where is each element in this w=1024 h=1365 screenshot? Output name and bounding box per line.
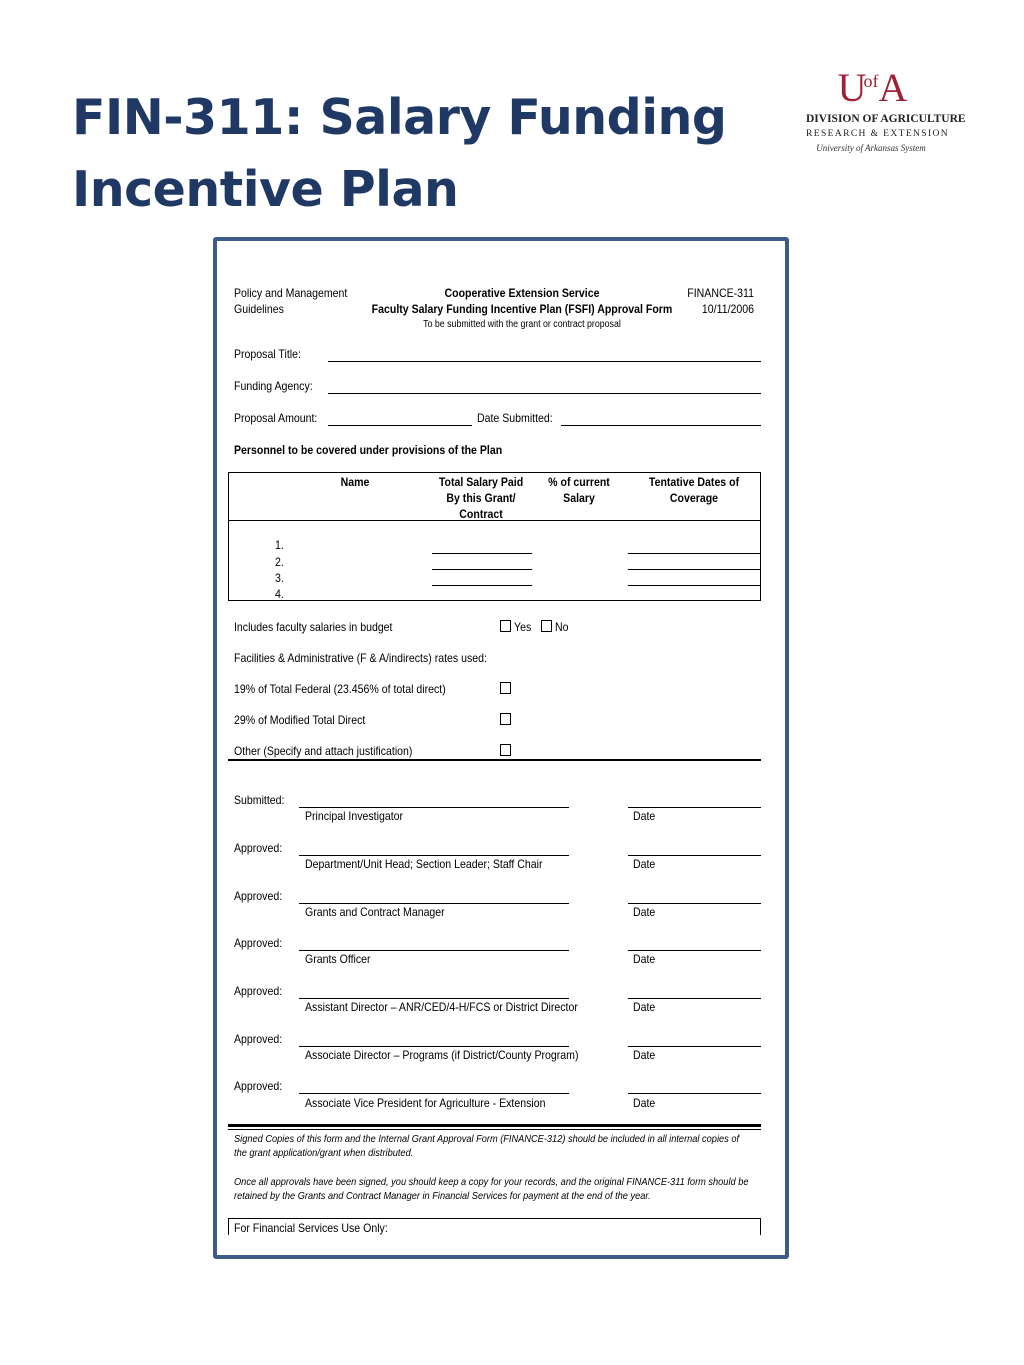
table-row-number: 3.: [275, 571, 284, 585]
logo-mark: $U^{of}A$: [837, 65, 905, 110]
col-header-total-3: Contract: [459, 507, 503, 521]
date-submitted-field[interactable]: [561, 425, 761, 426]
header-center-line1: Cooperative Extension Service: [444, 286, 600, 300]
date-submitted-label: Date Submitted:: [477, 411, 553, 425]
financial-box-right: [760, 1218, 761, 1235]
coverage-dates-field[interactable]: [628, 553, 761, 554]
header-form-number: FINANCE-311: [687, 286, 754, 300]
signature-label: Approved:: [234, 889, 283, 903]
col-header-pct-2: Salary: [563, 491, 595, 505]
university-logo: [806, 58, 966, 162]
note-approvals-line1: Once all approvals have been signed, you should keep a copy for your records, and the original FINANCE-311 form should be: [234, 1176, 749, 1188]
signature-label: Submitted:: [234, 793, 285, 807]
funding-agency-field[interactable]: [328, 393, 761, 394]
signature-date-label: Date: [633, 809, 656, 823]
coverage-dates-field[interactable]: [628, 569, 761, 570]
yes-label: Yes: [514, 620, 532, 634]
signature-date-line[interactable]: [628, 998, 761, 999]
logo-research-text: RESEARCH & EXTENSION: [806, 129, 950, 139]
header-center-line2: Faculty Salary Funding Incentive Plan (FSFI) Approval Form: [371, 302, 673, 316]
signature-role: Department/Unit Head; Section Leader; Staff Chair: [305, 857, 543, 871]
total-salary-field[interactable]: [432, 569, 532, 570]
proposal-amount-field[interactable]: [328, 425, 472, 426]
signature-label: Approved:: [234, 1079, 283, 1093]
table-bottom-border: [228, 600, 761, 601]
signature-line[interactable]: [299, 903, 569, 904]
signature-line[interactable]: [299, 998, 569, 999]
table-right-border: [760, 472, 761, 601]
proposal-title-field[interactable]: [328, 361, 761, 362]
notes-divider-bottom: [228, 1129, 761, 1130]
table-top-border: [228, 472, 761, 473]
rate-19-checkbox[interactable]: [500, 682, 511, 694]
signature-line[interactable]: [299, 1046, 569, 1047]
notes-divider-top: [228, 1124, 761, 1127]
col-header-pct-1: % of current: [548, 475, 610, 489]
total-salary-field[interactable]: [432, 585, 532, 586]
coverage-dates-field[interactable]: [628, 585, 761, 586]
signature-line[interactable]: [299, 1093, 569, 1094]
section-divider: [228, 759, 761, 761]
personnel-heading: Personnel to be covered under provisions of the Plan: [234, 443, 503, 457]
signature-date-label: Date: [633, 905, 656, 919]
page-title: FIN-311: Salary Funding Incentive Plan: [72, 89, 727, 218]
table-left-border: [228, 472, 229, 601]
signature-line[interactable]: [299, 855, 569, 856]
fa-rates-label: Facilities & Administrative (F & A/indirects) rates used:: [234, 651, 487, 665]
yes-checkbox[interactable]: [500, 620, 511, 632]
col-header-dates-2: Coverage: [669, 491, 719, 505]
financial-use-label: For Financial Services Use Only:: [234, 1221, 388, 1235]
header-form-date: 10/11/2006: [701, 302, 754, 316]
signature-date-label: Date: [633, 1000, 656, 1014]
total-salary-field[interactable]: [432, 553, 532, 554]
proposal-amount-label: Proposal Amount:: [234, 411, 318, 425]
signature-date-line[interactable]: [628, 950, 761, 951]
table-row-number: 1.: [275, 538, 284, 552]
proposal-title-label: Proposal Title:: [234, 347, 301, 361]
signature-date-label: Date: [633, 1048, 656, 1062]
rate-29-checkbox[interactable]: [500, 713, 511, 725]
signature-date-label: Date: [633, 857, 656, 871]
funding-agency-label: Funding Agency:: [234, 379, 313, 393]
signature-role: Associate Director – Programs (if District/County Program): [305, 1048, 579, 1062]
signature-date-line[interactable]: [628, 1046, 761, 1047]
signature-date-line[interactable]: [628, 855, 761, 856]
header-center-line3: To be submitted with the grant or contract proposal: [423, 319, 621, 330]
table-row-number: 4.: [275, 587, 284, 601]
header-left-line1: Policy and Management: [234, 286, 348, 300]
col-header-name: Name: [340, 475, 370, 489]
note-signed-copies-line1: Signed Copies of this form and the Internal Grant Approval Form (FINANCE-312) should be included in all internal copies of: [234, 1133, 740, 1145]
header-left-line2: Guidelines: [234, 302, 284, 316]
signature-label: Approved:: [234, 984, 283, 998]
logo-system-text: University of Arkansas System: [816, 143, 926, 153]
rate-other-checkbox[interactable]: [500, 744, 511, 756]
signature-date-label: Date: [633, 1096, 656, 1110]
table-row-number: 2.: [275, 555, 284, 569]
note-signed-copies-line2: the grant application/grant when distributed.: [234, 1147, 414, 1159]
no-label: No: [555, 620, 569, 634]
signature-label: Approved:: [234, 936, 283, 950]
rate-option-label: 29% of Modified Total Direct: [234, 713, 366, 727]
logo-division-text: DIVISION OF AGRICULTURE: [806, 113, 966, 125]
signature-role: Grants and Contract Manager: [305, 905, 445, 919]
rate-option-label: 19% of Total Federal (23.456% of total direct): [234, 682, 446, 696]
financial-box-top: [228, 1218, 761, 1219]
signature-date-label: Date: [633, 952, 656, 966]
signature-label: Approved:: [234, 841, 283, 855]
note-approvals-line2: retained by the Grants and Contract Manager in Financial Services for payment at the end of the year.: [234, 1190, 651, 1202]
signature-label: Approved:: [234, 1032, 283, 1046]
signature-line[interactable]: [299, 807, 569, 808]
signature-role: Grants Officer: [305, 952, 371, 966]
col-header-total-1: Total Salary Paid: [438, 475, 524, 489]
col-header-dates-1: Tentative Dates of: [648, 475, 740, 489]
rate-option-label: Other (Specify and attach justification): [234, 744, 413, 758]
signature-date-line[interactable]: [628, 807, 761, 808]
includes-faculty-label: Includes faculty salaries in budget: [234, 620, 393, 634]
signature-role: Principal Investigator: [305, 809, 404, 823]
financial-box-left: [228, 1218, 229, 1235]
no-checkbox[interactable]: [541, 620, 552, 632]
signature-role: Associate Vice President for Agriculture - Extension: [305, 1096, 546, 1110]
signature-line[interactable]: [299, 950, 569, 951]
signature-date-line[interactable]: [628, 903, 761, 904]
signature-date-line[interactable]: [628, 1093, 761, 1094]
signature-role: Assistant Director – ANR/CED/4-H/FCS or District Director: [305, 1000, 578, 1014]
col-header-total-2: By this Grant/: [446, 491, 516, 505]
